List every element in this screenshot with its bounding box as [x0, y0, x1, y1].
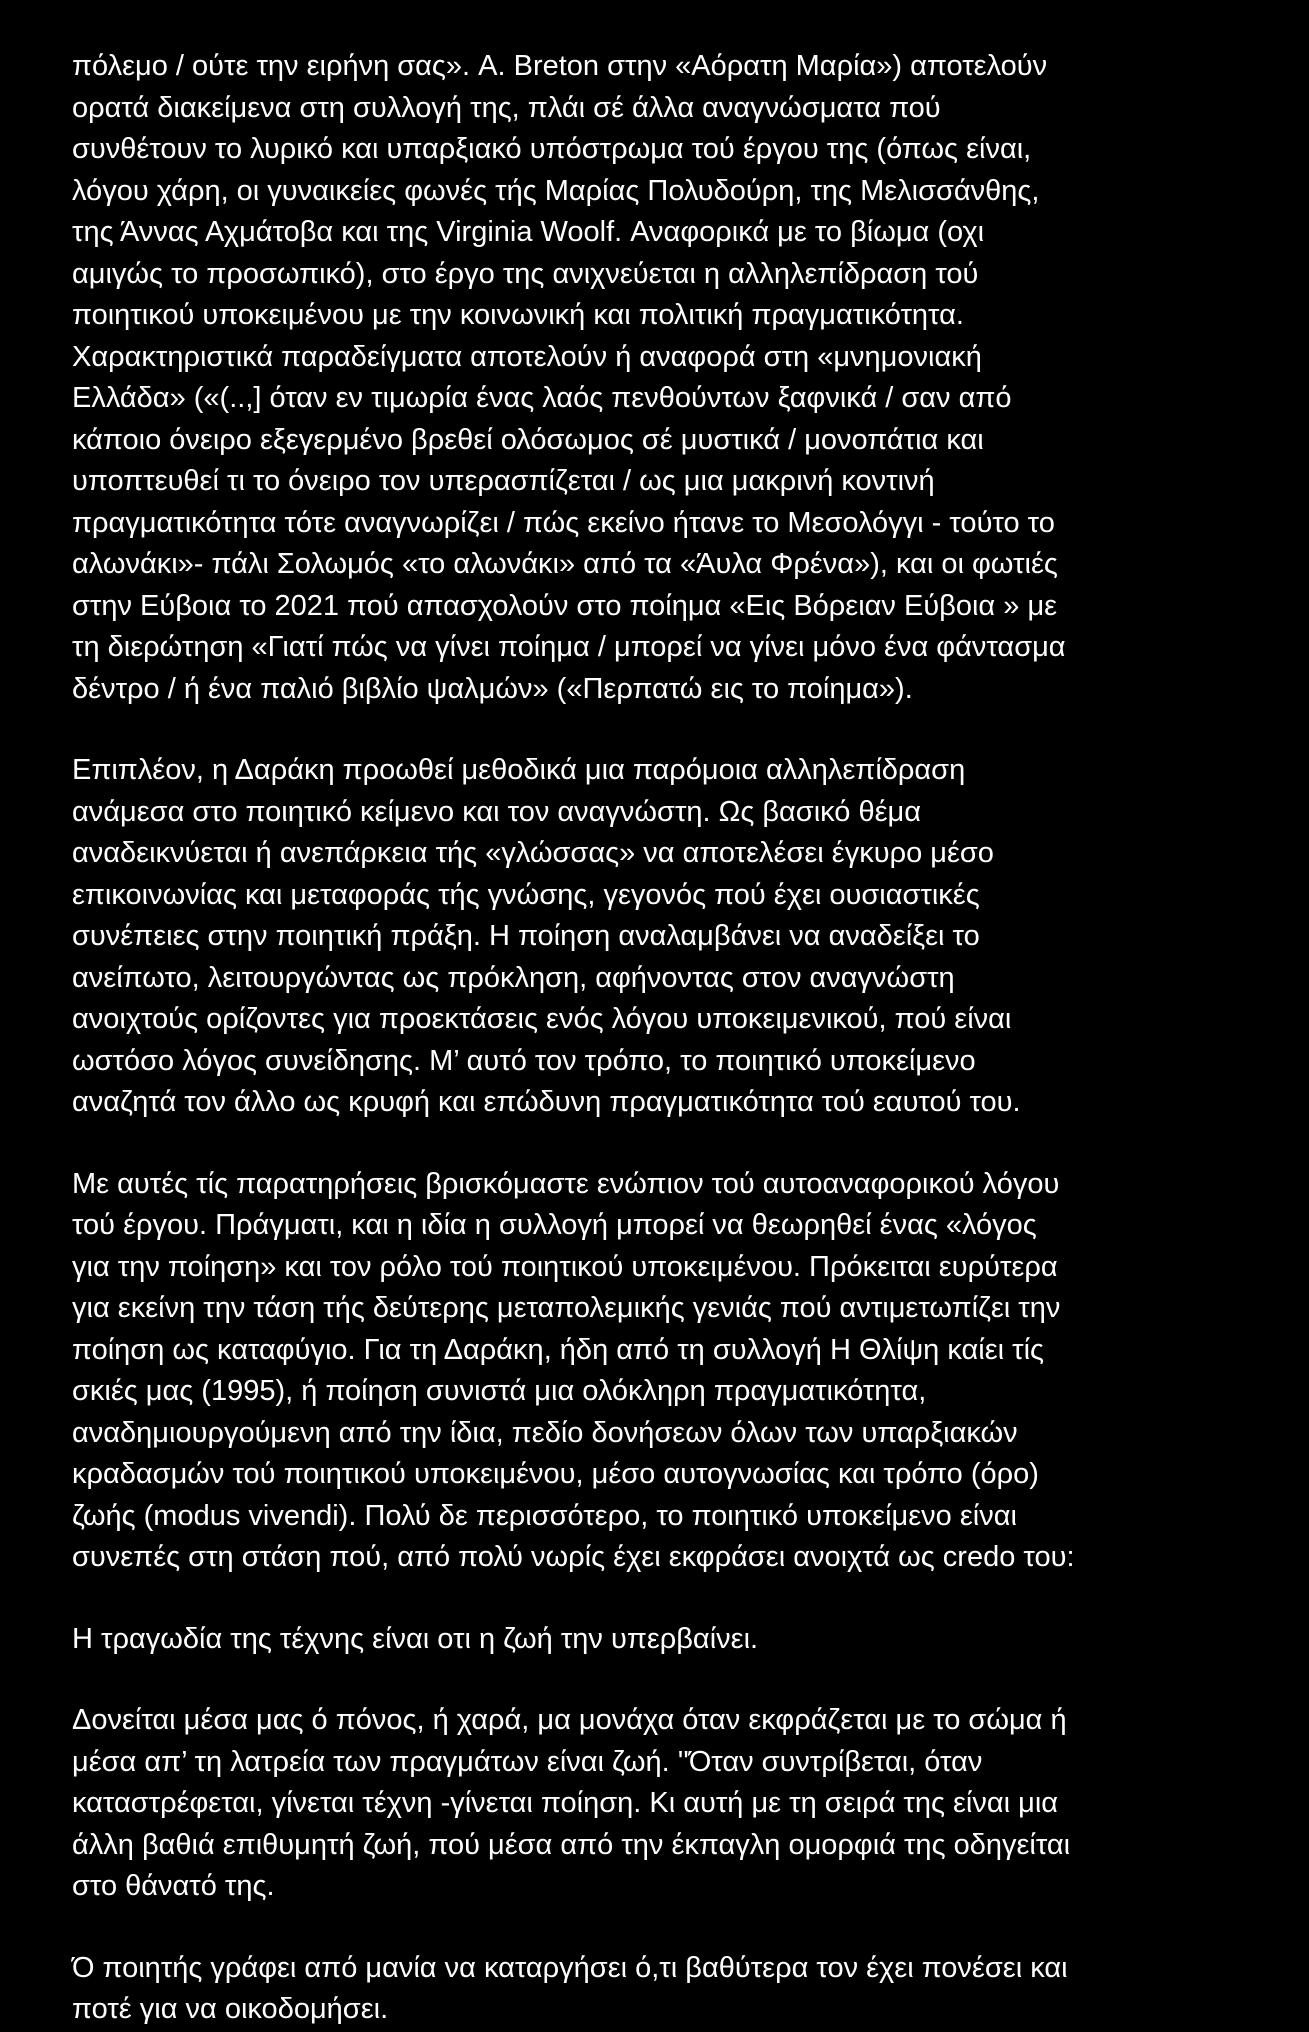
paragraph-gap: [72, 1124, 1242, 1164]
text-line: συνθέτουν το λυρικό και υπαρξιακό υπόστρωμα τού έργου της (όπως είναι,: [72, 133, 1032, 165]
paragraph: [72, 1700, 1242, 1908]
text-line: μέσα απ’ τη λατρεία των πραγμάτων είναι ζωή. ''Όταν συντρίβεται, όταν: [72, 1745, 983, 1778]
paragraph: [72, 1619, 1242, 1661]
text-line: κάποιο όνειρο εξεγερμένο βρεθεί ολόσωμος σέ μυστικά / μονοπάτια και: [72, 423, 984, 456]
text-line: ανάμεσα στο ποιητικό κείμενο και τον αναγνώστη. Ως βασικό θέμα: [72, 795, 922, 828]
text-line: αναζητά τον άλλο ως κρυφή και επώδυνη πραγματικότητα τού εαυτού του.: [72, 1086, 1021, 1118]
text-column: [72, 46, 1242, 2031]
text-line: δέντρο / ή ένα παλιό βιβλίο ψαλμών» («Περπατώ εις το ποίημα»).: [72, 672, 913, 705]
text-line: τη διερώτηση «Γιατί πώς να γίνει ποίημα / μπορεί να γίνει μόνο ένα φάντασμα: [72, 631, 1066, 663]
text-line: Δονείται μέσα μας ό πόνος, ή χαρά, μα μονάχα όταν εκφράζεται με το σώμα ή: [72, 1704, 1067, 1736]
text-line: για την ποίηση» και τον ρόλο τού ποιητικού υποκειμένου. Πρόκειται ευρύτερα: [72, 1250, 1058, 1283]
text-line: ορατά διακείμενα στη συλλογή της, πλάι σέ άλλα αναγνώσματα πού: [72, 91, 941, 124]
text-line: κραδασμών τού ποιητικού υποκειμένου, μέσο αυτογνωσίας και τρόπο (όρο): [72, 1458, 1039, 1490]
text-line: Η τραγωδία της τέχνης είναι οτι η ζωή την υπερβαίνει.: [72, 1622, 759, 1655]
text-line: σκιές μας (1995), ή ποίηση συνιστά μια ολόκληρη πραγματικότητα,: [72, 1375, 927, 1407]
text-line: αμιγώς το προσωπικό), στο έργο της ανιχνεύεται η αλληλεπίδραση τού: [72, 257, 979, 290]
text-line: αναδημιουργούμενη από την ίδια, πεδίο δονήσεων όλων των υπαρξιακών: [72, 1416, 1018, 1449]
paragraph-gap: [72, 1908, 1242, 1948]
text-line: στο θάνατό της.: [72, 1870, 275, 1902]
text-line: άλλη βαθιά επιθυμητή ζωή, πού μέσα από την έκπαγλη ομορφιά της οδηγείται: [72, 1828, 1071, 1861]
text-line: πραγματικότητα τότε αναγνωρίζει / πώς εκείνο ήτανε το Μεσολόγγι - τούτο το: [72, 506, 1055, 539]
text-line: ζωής (modus vivendi). Πολύ δε περισσότερο, το ποιητικό υποκείμενο είναι: [72, 1499, 1017, 1532]
text-line: Ό ποιητής γράφει από μανία να καταργήσει ό,τι βαθύτερα τον έχει πονέσει και: [72, 1951, 1068, 1984]
text-line: Ελλάδα» («(..,] όταν εν τιμωρία ένας λαός πενθούντων ξαφνικά / σαν από: [72, 382, 1012, 414]
text-line: καταστρέφεται, γίνεται τέχνη -γίνεται ποίηση. Κι αυτή με τη σειρά της είναι μια: [72, 1787, 1059, 1819]
text-line: υποπτευθεί τι το όνειρο τον υπερασπίζεται / ως μια μακρινή κοντινή: [72, 465, 935, 497]
text-line: ανοιχτούς ορίζοντες για προεκτάσεις ενός λόγου υποκειμενικού, πού είναι: [72, 1003, 1012, 1035]
paragraph: [72, 750, 1242, 1124]
text-line: Χαρακτηριστικά παραδείγματα αποτελούν ή αναφορά στη «μνημονιακή: [72, 340, 982, 373]
text-line: ποιητικού υποκειμένου με την κοινωνική και πολιτική πραγματικότητα.: [72, 299, 964, 331]
text-line: συνέπειες στην ποιητική πράξη. Η ποίηση αναλαμβάνει να αναδείξει το: [72, 920, 980, 952]
text-line: ποίηση ως καταφύγιο. Για τη Δαράκη, ήδη από τη συλλογή Η Θλίψη καίει τίς: [72, 1333, 1045, 1366]
text-line: επικοινωνίας και μεταφοράς τής γνώσης, γεγονός πού έχει ουσιαστικές: [72, 878, 980, 911]
paragraph-gap: [72, 1579, 1242, 1619]
text-line: ωστόσο λόγος συνείδησης. Μ’ αυτό τον τρόπο, το ποιητικό υποκείμενο: [72, 1044, 976, 1077]
paragraph: [72, 1948, 1242, 2031]
text-line: αλωνάκι»- πάλι Σολωμός «το αλωνάκι» από τα «Άυλα Φρένα»), και οι φωτιές: [72, 548, 1058, 580]
text-line: τού έργου. Πράγματι, και η ιδία η συλλογή μπορεί να θεωρηθεί ένας «λόγος: [72, 1209, 1037, 1241]
text-line: στην Εύβοια το 2021 πού απασχολούν στο ποίημα «Εις Βόρειαν Εύβοια » με: [72, 589, 1058, 622]
paragraph: [72, 1164, 1242, 1579]
text-line: ποτέ για να οικοδομήσει.: [72, 1993, 389, 2025]
text-line: ανείπωτο, λειτουργώντας ως πρόκληση, αφήνοντας στον αναγνώστη: [72, 961, 955, 994]
text-line: αναδεικνύεται ή ανεπάρκεια τής «γλώσσας» να αποτελέσει έγκυρο μέσο: [72, 837, 994, 869]
text-line: συνεπές στη στάση πού, από πολύ νωρίς έχει εκφράσει ανοιχτά ως credo του:: [72, 1541, 1075, 1573]
paragraph: [72, 46, 1242, 710]
text-line: Με αυτές τίς παρατηρήσεις βρισκόμαστε ενώπιον τού αυτοαναφορικού λόγου: [72, 1167, 1060, 1200]
text-line: πόλεμο / ούτε την ειρήνη σας». A. Breton στην «Αόρατη Μαρία») αποτελούν: [72, 50, 1048, 82]
text-line: Επιπλέον, η Δαράκη προωθεί μεθοδικά μια παρόμοια αλληλεπίδραση: [72, 754, 966, 786]
text-line: της Άννας Αχμάτοβα και της Virginia Woolf. Αναφορικά με το βίωμα (οχι: [72, 216, 985, 248]
paragraph-gap: [72, 1660, 1242, 1700]
paragraph-gap: [72, 710, 1242, 750]
text-line: για εκείνη την τάση τής δεύτερης μεταπολεμικής γενιάς πού αντιμετωπίζει την: [72, 1292, 1061, 1324]
text-line: λόγου χάρη, οι γυναικείες φωνές τής Μαρίας Πολυδούρη, της Μελισσάνθης,: [72, 174, 1040, 207]
